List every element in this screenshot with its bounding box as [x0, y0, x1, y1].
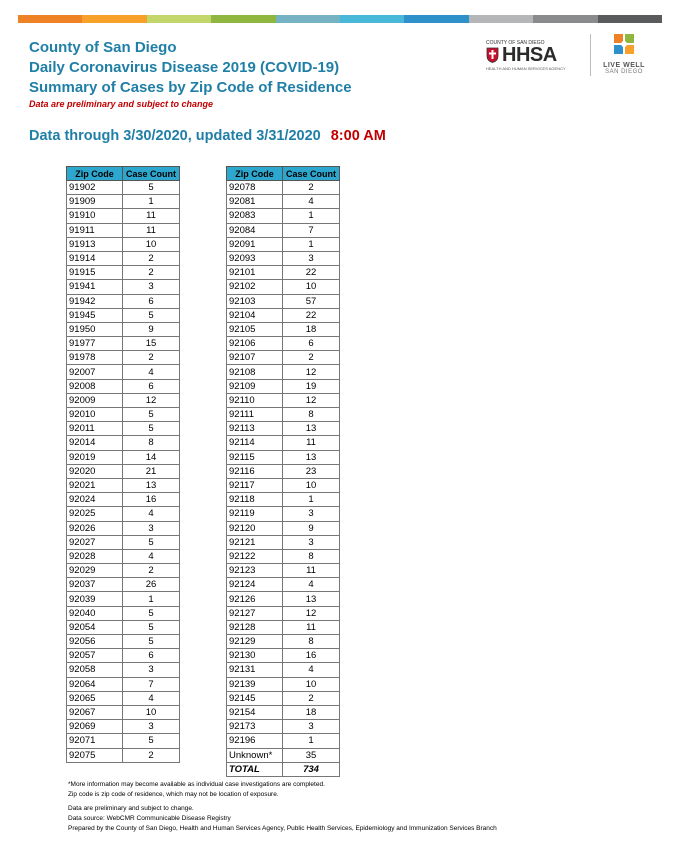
case-count-cell: 3 — [123, 663, 180, 677]
zip-code-cell: 92111 — [227, 408, 283, 422]
case-count-cell: 12 — [283, 393, 340, 407]
table-row — [227, 705, 340, 719]
case-count-cell: 5 — [123, 734, 180, 748]
case-count-cell: 3 — [283, 251, 340, 265]
case-count-cell: 13 — [283, 450, 340, 464]
case-count-cell: 9 — [283, 521, 340, 535]
case-count-cell: 11 — [123, 223, 180, 237]
zip-code-cell: 92106 — [227, 337, 283, 351]
table-row — [227, 649, 340, 663]
case-count-cell: 13 — [283, 592, 340, 606]
case-count-cell: 7 — [283, 223, 340, 237]
case-count-cell: 23 — [283, 464, 340, 478]
zip-code-cell: 92118 — [227, 493, 283, 507]
table-row — [67, 649, 180, 663]
case-count-cell: 4 — [283, 195, 340, 209]
total-value: 734 — [283, 762, 340, 776]
zip-code-cell: 92009 — [67, 393, 123, 407]
table-row — [67, 478, 180, 492]
zip-code-cell: 91945 — [67, 308, 123, 322]
zip-code-cell: 92027 — [67, 535, 123, 549]
zip-code-cell: 91911 — [67, 223, 123, 237]
table-row — [67, 351, 180, 365]
case-count-cell: 3 — [283, 507, 340, 521]
table-row — [67, 393, 180, 407]
zip-code-cell: 92019 — [67, 450, 123, 464]
table-row — [67, 635, 180, 649]
live-well-logo — [596, 34, 652, 78]
table-row — [227, 181, 340, 195]
case-count-cell: 4 — [123, 507, 180, 521]
hhsa-logo — [484, 40, 578, 72]
table-row — [227, 209, 340, 223]
table-row — [67, 592, 180, 606]
table-row — [67, 507, 180, 521]
case-count-cell: 2 — [283, 181, 340, 195]
zip-code-cell: 92173 — [227, 720, 283, 734]
table-row — [67, 322, 180, 336]
case-count-cell: 13 — [123, 478, 180, 492]
hhsa-subtitle: HEALTH AND HUMAN SERVICES AGENCY — [486, 66, 566, 71]
table-row — [67, 422, 180, 436]
zip-code-cell: 91914 — [67, 251, 123, 265]
case-count-cell: 12 — [283, 606, 340, 620]
zip-code-cell: 92083 — [227, 209, 283, 223]
table-row — [227, 322, 340, 336]
zip-code-cell: 92029 — [67, 564, 123, 578]
zip-code-cell: 92078 — [227, 181, 283, 195]
zip-code-cell: 92026 — [67, 521, 123, 535]
zip-code-cell: 92011 — [67, 422, 123, 436]
table-row — [67, 223, 180, 237]
zip-code-cell: 91978 — [67, 351, 123, 365]
case-count-cell: 9 — [123, 322, 180, 336]
color-bar-segment — [598, 15, 662, 23]
zip-code-cell: 92014 — [67, 436, 123, 450]
footnotes — [68, 780, 497, 834]
table-row — [67, 436, 180, 450]
zip-code-cell: 91950 — [67, 322, 123, 336]
data-through-text: Data through 3/30/2020, updated 3/31/2020 — [29, 128, 321, 144]
case-count-cell: 2 — [283, 351, 340, 365]
table-row — [227, 436, 340, 450]
table-row — [67, 564, 180, 578]
table-row — [227, 351, 340, 365]
case-count-cell: 3 — [123, 280, 180, 294]
table-row — [227, 493, 340, 507]
zip-code-cell: 92010 — [67, 408, 123, 422]
table-header-row — [227, 167, 340, 181]
zip-code-cell: 92075 — [67, 748, 123, 762]
case-count-cell: 6 — [283, 337, 340, 351]
title-county: County of San Diego — [29, 39, 177, 56]
case-count-cell: 2 — [123, 266, 180, 280]
footnote-prepared-by: Prepared by the County of San Diego, Health and Human Services Agency, Public Health Services, Epidemiology and Immunization Services Branch — [68, 825, 497, 832]
footnote-source: Data source: WebCMR Communicable Disease Registry — [68, 815, 231, 822]
case-count-cell: 3 — [283, 720, 340, 734]
table-row — [67, 549, 180, 563]
table-row — [67, 280, 180, 294]
zip-code-cell: 92110 — [227, 393, 283, 407]
col-case-count: Case Count — [123, 167, 180, 181]
zip-code-cell: 92116 — [227, 464, 283, 478]
zip-code-cell: 92114 — [227, 436, 283, 450]
total-row — [227, 762, 340, 776]
table-row — [67, 251, 180, 265]
case-count-cell: 5 — [123, 606, 180, 620]
zip-code-cell: 92105 — [227, 322, 283, 336]
zip-code-cell: 92107 — [227, 351, 283, 365]
table-row — [227, 280, 340, 294]
zip-code-cell: 92126 — [227, 592, 283, 606]
col-zip-code: Zip Code — [67, 167, 123, 181]
table-row — [67, 195, 180, 209]
table-row — [227, 578, 340, 592]
table-row — [227, 592, 340, 606]
color-bar-segment — [211, 15, 275, 23]
table-row — [227, 507, 340, 521]
case-count-cell: 6 — [123, 379, 180, 393]
table-row — [67, 748, 180, 762]
table-row — [227, 195, 340, 209]
zip-code-cell: 92065 — [67, 691, 123, 705]
zip-code-cell: 92109 — [227, 379, 283, 393]
zip-code-cell: 92124 — [227, 578, 283, 592]
county-seal-icon — [486, 47, 499, 63]
table-row — [67, 535, 180, 549]
zip-code-cell: 92058 — [67, 663, 123, 677]
table-row — [67, 606, 180, 620]
case-count-cell: 1 — [283, 734, 340, 748]
case-count-cell: 2 — [123, 564, 180, 578]
case-count-cell: 10 — [283, 478, 340, 492]
color-bar-segment — [276, 15, 340, 23]
case-count-cell: 4 — [123, 691, 180, 705]
case-count-cell: 15 — [123, 337, 180, 351]
table-row — [227, 748, 340, 762]
zip-code-cell: 92101 — [227, 266, 283, 280]
case-count-cell: 10 — [283, 280, 340, 294]
zip-code-cell: 92071 — [67, 734, 123, 748]
table-row — [227, 237, 340, 251]
table-row — [67, 620, 180, 634]
zip-code-cell: 92154 — [227, 705, 283, 719]
zip-code-cell: 92028 — [67, 549, 123, 563]
case-count-cell: 4 — [283, 578, 340, 592]
zip-code-cell: 92108 — [227, 365, 283, 379]
table-row — [227, 535, 340, 549]
color-bar-segment — [533, 15, 597, 23]
zip-code-cell: 92067 — [67, 705, 123, 719]
zip-code-cell: 91913 — [67, 237, 123, 251]
case-count-cell: 26 — [123, 578, 180, 592]
table-row — [67, 677, 180, 691]
table-row — [67, 181, 180, 195]
table-row — [67, 365, 180, 379]
zip-code-cell: 92021 — [67, 478, 123, 492]
table-row — [67, 493, 180, 507]
table-header-row — [67, 167, 180, 181]
col-zip-code: Zip Code — [227, 167, 283, 181]
case-count-cell: 11 — [123, 209, 180, 223]
table-row — [67, 734, 180, 748]
case-count-cell: 1 — [123, 195, 180, 209]
zip-code-cell: 92127 — [227, 606, 283, 620]
zip-code-cell: 92040 — [67, 606, 123, 620]
case-count-cell: 5 — [123, 308, 180, 322]
zip-code-cell: 92020 — [67, 464, 123, 478]
zip-code-cell: 91977 — [67, 337, 123, 351]
table-row — [227, 549, 340, 563]
case-count-cell: 4 — [283, 663, 340, 677]
zip-code-cell: 92037 — [67, 578, 123, 592]
zip-code-cell: 91942 — [67, 294, 123, 308]
case-count-cell: 1 — [123, 592, 180, 606]
col-case-count: Case Count — [283, 167, 340, 181]
zip-code-cell: 91910 — [67, 209, 123, 223]
footnote-zip-residence: Zip code is zip code of residence, which may not be location of exposure. — [68, 791, 279, 798]
case-count-cell: 19 — [283, 379, 340, 393]
case-count-cell: 16 — [123, 493, 180, 507]
total-label: TOTAL — [227, 762, 283, 776]
case-count-cell: 22 — [283, 308, 340, 322]
zip-code-cell: 91941 — [67, 280, 123, 294]
table-row — [227, 308, 340, 322]
table-row — [227, 251, 340, 265]
zip-code-cell: 92120 — [227, 521, 283, 535]
table-row — [227, 663, 340, 677]
table-row — [67, 450, 180, 464]
case-count-cell: 10 — [123, 705, 180, 719]
case-count-cell: 3 — [283, 535, 340, 549]
table-row — [227, 734, 340, 748]
case-count-cell: 8 — [283, 635, 340, 649]
case-count-cell: 21 — [123, 464, 180, 478]
table-row — [67, 691, 180, 705]
color-bar-segment — [404, 15, 468, 23]
case-count-cell: 22 — [283, 266, 340, 280]
zip-code-cell: 92103 — [227, 294, 283, 308]
table-row — [67, 578, 180, 592]
case-count-cell: 5 — [123, 181, 180, 195]
case-count-cell: 16 — [283, 649, 340, 663]
case-count-cell: 4 — [123, 365, 180, 379]
zip-code-cell: 92084 — [227, 223, 283, 237]
hhsa-wordmark: HHSA — [502, 44, 557, 66]
table-row — [227, 337, 340, 351]
table-row — [227, 620, 340, 634]
zip-code-cell: 92024 — [67, 493, 123, 507]
zip-code-cell: 92128 — [227, 620, 283, 634]
zip-code-cell: 92113 — [227, 422, 283, 436]
color-bar-segment — [82, 15, 146, 23]
table-row — [67, 266, 180, 280]
zip-code-cell: 92139 — [227, 677, 283, 691]
table-row — [227, 464, 340, 478]
san-diego-text: SAN DIEGO — [605, 69, 643, 75]
case-count-cell: 10 — [123, 237, 180, 251]
hhsa-county-text: COUNTY OF SAN DIEGO — [486, 40, 545, 46]
case-count-cell: 11 — [283, 620, 340, 634]
table-row — [67, 720, 180, 734]
case-count-cell: 12 — [283, 365, 340, 379]
table-row — [227, 365, 340, 379]
zip-code-cell: 91902 — [67, 181, 123, 195]
table-row — [67, 464, 180, 478]
zip-code-cell: 92069 — [67, 720, 123, 734]
case-count-cell: 11 — [283, 436, 340, 450]
case-count-cell: 4 — [123, 549, 180, 563]
footnote-preliminary: Data are preliminary and subject to change. — [68, 805, 194, 812]
disclaimer-text: Data are preliminary and subject to change — [29, 99, 214, 109]
zip-code-cell: 92131 — [227, 663, 283, 677]
zip-code-cell: 92115 — [227, 450, 283, 464]
table-row — [227, 408, 340, 422]
zip-code-cell: 92119 — [227, 507, 283, 521]
case-count-cell: 8 — [283, 549, 340, 563]
zip-code-cell: 92145 — [227, 691, 283, 705]
case-count-cell: 8 — [123, 436, 180, 450]
zip-code-cell: 92057 — [67, 649, 123, 663]
title-covid: Daily Coronavirus Disease 2019 (COVID-19) — [29, 59, 340, 76]
case-count-cell: 5 — [123, 408, 180, 422]
case-count-cell: 5 — [123, 635, 180, 649]
case-count-cell: 2 — [123, 748, 180, 762]
zip-code-cell: 92129 — [227, 635, 283, 649]
case-count-cell: 6 — [123, 649, 180, 663]
case-count-cell: 2 — [123, 351, 180, 365]
case-count-cell: 35 — [283, 748, 340, 762]
case-count-cell: 3 — [123, 521, 180, 535]
table-row — [67, 663, 180, 677]
live-well-text: LIVE WELL — [603, 62, 645, 69]
zip-code-cell: 92123 — [227, 564, 283, 578]
table-row — [67, 237, 180, 251]
zip-code-cell: 91909 — [67, 195, 123, 209]
table-row — [67, 294, 180, 308]
case-count-cell: 11 — [283, 564, 340, 578]
case-count-cell: 10 — [283, 677, 340, 691]
case-count-cell: 2 — [283, 691, 340, 705]
table-row — [227, 393, 340, 407]
update-time: 8:00 AM — [330, 128, 386, 144]
zip-code-cell: 92007 — [67, 365, 123, 379]
table-row — [67, 337, 180, 351]
table-row — [227, 677, 340, 691]
case-count-cell: 6 — [123, 294, 180, 308]
case-count-cell: 1 — [283, 493, 340, 507]
case-count-cell: 18 — [283, 705, 340, 719]
zip-code-cell: 92039 — [67, 592, 123, 606]
table-row — [227, 521, 340, 535]
zip-code-cell: 92008 — [67, 379, 123, 393]
logo-divider — [590, 34, 591, 76]
zip-code-cell: 92054 — [67, 620, 123, 634]
zip-code-cell: 92091 — [227, 237, 283, 251]
zip-code-cell: 92081 — [227, 195, 283, 209]
case-count-cell: 5 — [123, 620, 180, 634]
case-count-cell: 2 — [123, 251, 180, 265]
color-bar-segment — [18, 15, 82, 23]
color-bar-segment — [340, 15, 404, 23]
zip-code-cell: 92025 — [67, 507, 123, 521]
table-row — [227, 720, 340, 734]
table-row — [227, 266, 340, 280]
case-count-cell: 5 — [123, 535, 180, 549]
table-row — [67, 408, 180, 422]
table-row — [227, 478, 340, 492]
zip-code-cell: 92064 — [67, 677, 123, 691]
table-row — [67, 308, 180, 322]
case-count-cell: 18 — [283, 322, 340, 336]
case-count-cell: 14 — [123, 450, 180, 464]
report-title — [29, 38, 352, 109]
table-row — [227, 635, 340, 649]
zip-code-cell: 92121 — [227, 535, 283, 549]
zip-code-cell: 92122 — [227, 549, 283, 563]
zip-code-cell: 92104 — [227, 308, 283, 322]
table-row — [227, 223, 340, 237]
data-through-line — [29, 128, 386, 144]
color-bar — [18, 15, 662, 23]
zip-code-cell: Unknown* — [227, 748, 283, 762]
table-row — [227, 606, 340, 620]
zip-code-cell: 92196 — [227, 734, 283, 748]
zip-code-cell: 92056 — [67, 635, 123, 649]
case-count-cell: 13 — [283, 422, 340, 436]
live-well-icon — [614, 34, 634, 54]
table-row — [67, 209, 180, 223]
table-row — [227, 691, 340, 705]
case-count-cell: 8 — [283, 408, 340, 422]
zip-code-cell: 92117 — [227, 478, 283, 492]
color-bar-segment — [147, 15, 211, 23]
table-row — [67, 705, 180, 719]
case-count-cell: 3 — [123, 720, 180, 734]
table-row — [227, 422, 340, 436]
case-count-cell: 7 — [123, 677, 180, 691]
zip-table-right — [226, 166, 340, 777]
title-summary: Summary of Cases by Zip Code of Residence — [29, 79, 352, 96]
zip-code-cell: 91915 — [67, 266, 123, 280]
footnote-more-info: *More information may become available as individual case investigations are completed. — [68, 781, 325, 788]
zip-code-cell: 92102 — [227, 280, 283, 294]
table-row — [227, 379, 340, 393]
case-count-cell: 12 — [123, 393, 180, 407]
table-row — [227, 294, 340, 308]
case-count-cell: 1 — [283, 209, 340, 223]
case-count-cell: 1 — [283, 237, 340, 251]
zip-table-left — [66, 166, 180, 763]
table-row — [227, 564, 340, 578]
case-count-cell: 57 — [283, 294, 340, 308]
zip-code-cell: 92093 — [227, 251, 283, 265]
color-bar-segment — [469, 15, 533, 23]
case-count-cell: 5 — [123, 422, 180, 436]
table-row — [67, 521, 180, 535]
table-row — [67, 379, 180, 393]
table-row — [227, 450, 340, 464]
zip-code-cell: 92130 — [227, 649, 283, 663]
